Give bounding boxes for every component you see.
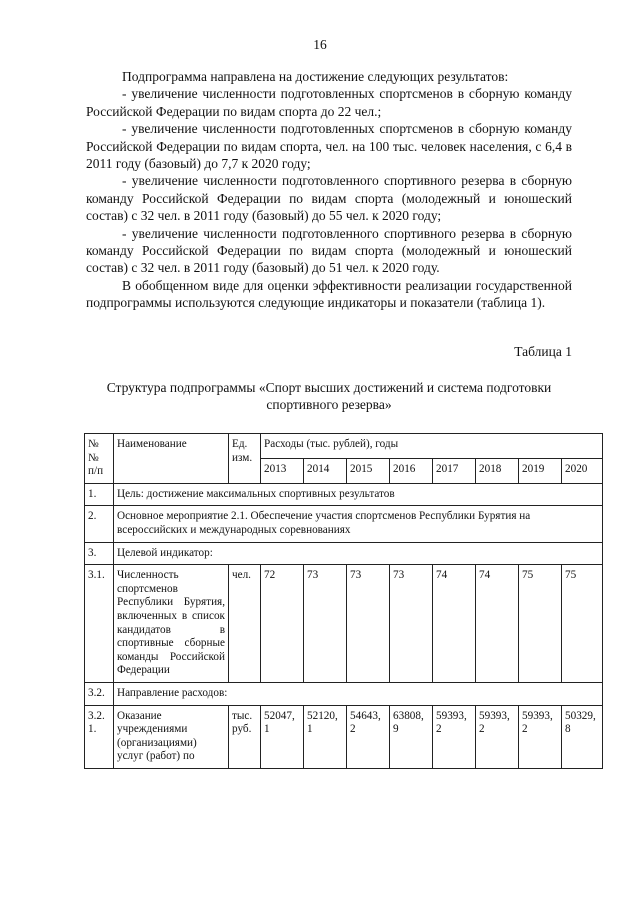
value-cell: 59393, 2 <box>519 705 562 768</box>
row-text: Цель: достижение максимальных спортивных результатов <box>114 483 603 506</box>
row-num: 1. <box>85 483 114 506</box>
value-cell: 50329, 8 <box>562 705 603 768</box>
value-cell: 52047, 1 <box>261 705 304 768</box>
row-num: 3.2. 1. <box>85 705 114 768</box>
value-cell: 73 <box>390 565 433 683</box>
result-item: - увеличение численности подготовленных спортсменов в сборную команду Российской Федерации по видам спорта до 22 чел.; <box>86 86 572 119</box>
header-name: Наименование <box>114 434 229 484</box>
table-row <box>85 705 603 768</box>
year-cell: 2020 <box>562 458 603 483</box>
value-cell: 73 <box>304 565 347 683</box>
value-cell: 52120, 1 <box>304 705 347 768</box>
value-cell: 59393, 2 <box>476 705 519 768</box>
year-cell: 2014 <box>304 458 347 483</box>
year-cell: 2016 <box>390 458 433 483</box>
summary-paragraph: В обобщенном виде для оценки эффективности реализации государственной подпрограммы используются следующие индикаторы и показатели (таблица 1). <box>86 277 572 311</box>
row-unit: чел. <box>229 565 261 683</box>
year-cell: 2018 <box>476 458 519 483</box>
row-num: 3.1. <box>85 565 114 683</box>
row-num: 3.2. <box>85 682 114 705</box>
value-cell: 73 <box>347 565 390 683</box>
table-row <box>85 565 603 683</box>
value-cell: 74 <box>476 565 519 683</box>
table-row <box>85 483 603 506</box>
row-name: Оказание учреждениями (организациями) услуг (работ) по <box>114 705 229 768</box>
header-expenses: Расходы (тыс. рублей), годы <box>261 434 603 459</box>
intro-paragraph: Подпрограмма направлена на достижение следующих результатов: <box>122 69 509 84</box>
row-name: Численность спортсменов Республики Бурятия, включенных в список кандидатов в спортивные сборные команды Российской Федерации <box>114 565 229 683</box>
value-cell: 72 <box>261 565 304 683</box>
table-label: Таблица 1 <box>514 344 572 359</box>
header-row <box>85 434 603 459</box>
value-cell: 54643, 2 <box>347 705 390 768</box>
table-row <box>85 542 603 565</box>
value-cell: 63808, 9 <box>390 705 433 768</box>
year-cell: 2013 <box>261 458 304 483</box>
structure-table <box>84 433 603 769</box>
table-title: Структура подпрограммы «Спорт высших достижений и система подготовки спортивного резерва» <box>106 380 552 412</box>
year-cell: 2017 <box>433 458 476 483</box>
result-item: - увеличение численности подготовленных спортсменов в сборную команду Российской Федерации по видам спорта, чел. на 100 тыс. человек населения, с 6,4 в 2011 году (базовый) до 7,7 к 2020 году; <box>86 121 572 172</box>
value-cell: 59393, 2 <box>433 705 476 768</box>
year-cell: 2015 <box>347 458 390 483</box>
row-num: 3. <box>85 542 114 565</box>
row-text: Направление расходов: <box>114 682 603 705</box>
row-unit: тыс. руб. <box>229 705 261 768</box>
header-unit: Ед. изм. <box>229 434 261 484</box>
row-num: 2. <box>85 506 114 542</box>
table-row <box>85 506 603 542</box>
result-item: - увеличение численности подготовленного спортивного резерва в сборную команду Российской Федерации по видам спорта (молодежный и юношеский состав) с 32 чел. в 2011 году (базовый) до 55 чел. к 2020 году; <box>86 173 572 224</box>
row-text: Целевой индикатор: <box>114 542 603 565</box>
value-cell: 75 <box>562 565 603 683</box>
year-cell: 2019 <box>519 458 562 483</box>
value-cell: 74 <box>433 565 476 683</box>
value-cell: 75 <box>519 565 562 683</box>
header-num: № № п/п <box>85 434 114 484</box>
result-item: - увеличение численности подготовленного спортивного резерва в сборную команду Российской Федерации по видам спорта (молодежный и юношеский состав) с 32 чел. в 2011 году (базовый) до 51 чел. к 2020 году. <box>86 225 572 276</box>
body-text <box>86 68 572 312</box>
row-text: Основное мероприятие 2.1. Обеспечение участия спортсменов Республики Бурятия на всероссийских и международных соревнованиях <box>114 506 603 542</box>
table-row <box>85 682 603 705</box>
page-number: 16 <box>313 37 327 52</box>
